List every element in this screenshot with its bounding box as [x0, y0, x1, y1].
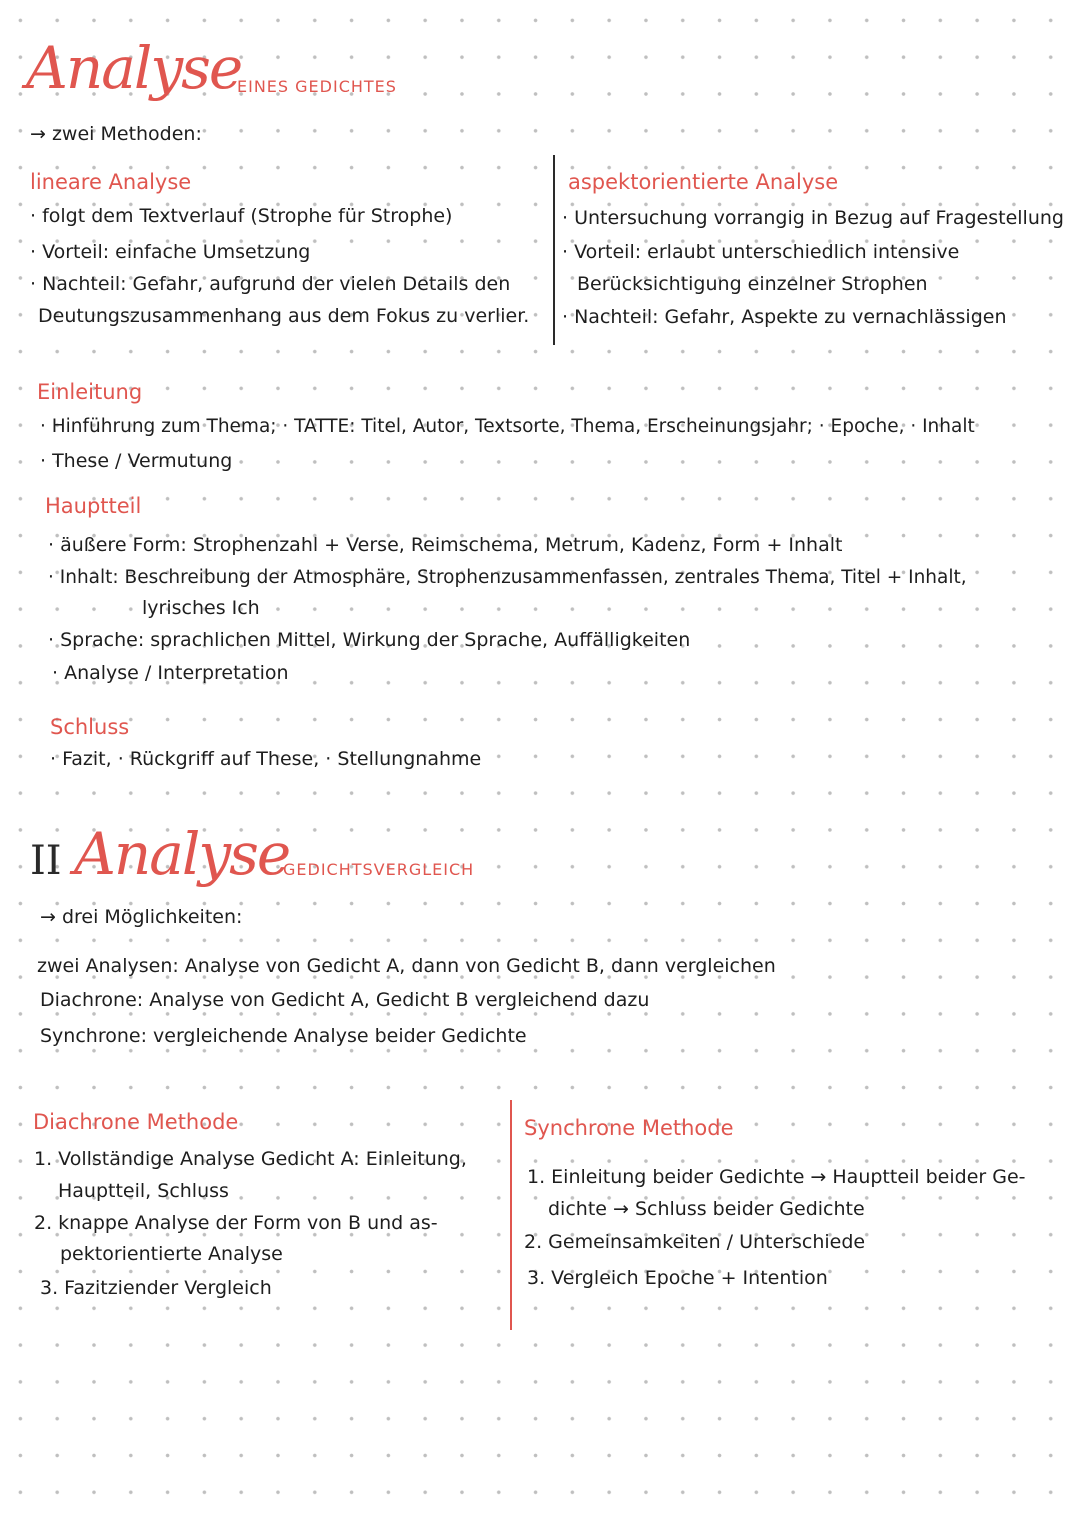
aspekt-line-3: Berücksichtigung einzelner Strophen	[577, 273, 928, 295]
option-1: zwei Analysen: Analyse von Gedicht A, dann von Gedicht B, dann vergleichen	[37, 955, 776, 977]
heading-hauptteil: Hauptteil	[45, 494, 142, 518]
option-3: Synchrone: vergleichende Analyse beider Gedichte	[40, 1025, 527, 1047]
diachrone-line-5: 3. Fazitziender Vergleich	[40, 1277, 272, 1299]
aspekt-line-1: · Untersuchung vorrangig in Bezug auf Fragestellung	[562, 207, 1064, 229]
heading-einleitung: Einleitung	[37, 380, 143, 404]
option-2: Diachrone: Analyse von Gedicht A, Gedicht B vergleichend dazu	[40, 989, 650, 1011]
schluss-line-1: · Fazit, · Rückgriff auf These, · Stellungnahme	[50, 748, 482, 770]
column-divider-2	[510, 1100, 512, 1330]
heading-aspektorientierte-analyse: aspektorientierte Analyse	[568, 170, 839, 194]
intro-possibilities: → drei Möglichkeiten:	[40, 906, 243, 928]
hauptteil-line-3: lyrisches Ich	[142, 597, 260, 619]
diachrone-line-3: 2. knappe Analyse der Form von B und as-	[34, 1212, 438, 1234]
section-numeral: II	[30, 838, 62, 884]
heading-schluss: Schluss	[50, 715, 130, 739]
hauptteil-line-2: · Inhalt: Beschreibung der Atmosphäre, Strophenzusammenfassen, zentrales Thema, Titel + Inhalt,	[48, 567, 967, 588]
title-analyse: Analyse	[26, 34, 242, 102]
hauptteil-line-1: · äußere Form: Strophenzahl + Verse, Reimschema, Metrum, Kadenz, Form + Inhalt	[48, 534, 843, 556]
intro-methods: → zwei Methoden:	[30, 123, 202, 145]
diachrone-line-2: Hauptteil, Schluss	[58, 1180, 229, 1202]
synchrone-line-2: dichte → Schluss beider Gedichte	[548, 1198, 865, 1220]
synchrone-line-4: 3. Vergleich Epoche + Intention	[527, 1267, 828, 1289]
column-divider	[553, 155, 555, 345]
heading-lineare-analyse: lineare Analyse	[30, 170, 192, 194]
lineare-line-4: Deutungszusammenhang aus dem Fokus zu verlier.	[38, 305, 530, 327]
einleitung-line-2: · These / Vermutung	[40, 450, 233, 472]
synchrone-line-1: 1. Einleitung beider Gedichte → Hauptteil beider Ge-	[527, 1166, 1026, 1188]
aspekt-line-4: · Nachteil: Gefahr, Aspekte zu vernachlässigen	[562, 306, 1007, 328]
diachrone-line-1: 1. Vollständige Analyse Gedicht A: Einleitung,	[34, 1148, 467, 1170]
hauptteil-line-5: · Analyse / Interpretation	[52, 662, 289, 684]
lineare-line-1: · folgt dem Textverlauf (Strophe für Strophe)	[30, 205, 453, 227]
heading-synchrone-methode: Synchrone Methode	[524, 1116, 734, 1140]
subtitle-gedichtsvergleich: GEDICHTSVERGLEICH	[283, 860, 475, 879]
lineare-line-2: · Vorteil: einfache Umsetzung	[30, 241, 311, 263]
subtitle-eines-gedichtes: EINES GEDICHTES	[237, 77, 397, 96]
lineare-line-3: · Nachteil: Gefahr, aufgrund der vielen Details den	[30, 273, 511, 295]
title-analyse-2: Analyse	[74, 820, 290, 888]
einleitung-line-1: · Hinführung zum Thema; · TATTE: Titel, Autor, Textsorte, Thema, Erscheinungsjahr; · Epoche, · Inhalt	[40, 416, 975, 437]
aspekt-line-2: · Vorteil: erlaubt unterschiedlich intensive	[562, 241, 960, 263]
heading-diachrone-methode: Diachrone Methode	[33, 1110, 239, 1134]
diachrone-line-4: pektorientierte Analyse	[60, 1243, 283, 1265]
hauptteil-line-4: · Sprache: sprachlichen Mittel, Wirkung der Sprache, Auffälligkeiten	[48, 629, 691, 651]
synchrone-line-3: 2. Gemeinsamkeiten / Unterschiede	[524, 1231, 866, 1253]
